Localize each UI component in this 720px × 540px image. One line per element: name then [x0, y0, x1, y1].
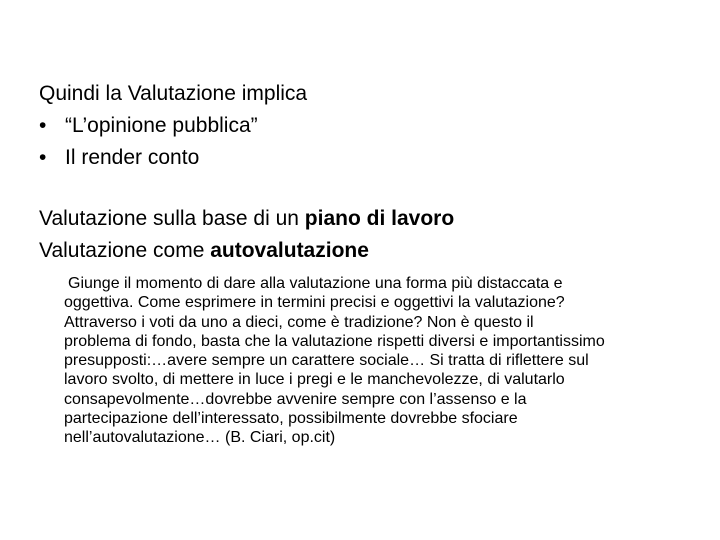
quote-line: presupposti:…avere sempre un carattere sociale… Si tratta di riflettere sul [64, 352, 589, 370]
quote-line: problema di fondo, basta che la valutazione rispetti diversi e importantissimo [64, 332, 605, 350]
intro-heading: Quindi la Valutazione implica [39, 82, 308, 105]
quote-line: oggettiva. Come esprimere in termini precisi e oggettivi la valutazione? [64, 294, 565, 312]
quote-line: Attraverso i voti da uno a dieci, come è tradizione? Non è questo il [64, 313, 534, 331]
line-prefix: Valutazione sulla base di un [39, 207, 305, 230]
quote-line: consapevolmente…dovrebbe avvenire sempre con l’assenso e la [64, 390, 527, 408]
valutazione-line-autovalutazione [39, 235, 699, 267]
quote-line: lavoro svolto, di mettere in luce i pregi e le manchevolezze, di valutarlo [64, 371, 565, 389]
intro-block [39, 78, 679, 174]
bullet-item-opinione [39, 110, 679, 142]
quote-line: nell’autovalutazione… (B. Ciari, op.cit) [64, 429, 336, 447]
bullet-icon: • [39, 114, 47, 137]
bullet-text: “L’opinione pubblica” [65, 114, 258, 137]
line-prefix: Valutazione come [39, 239, 211, 262]
line-emphasis: piano di lavoro [304, 207, 455, 230]
bullet-icon: • [39, 146, 47, 169]
bullet-text: Il render conto [65, 146, 200, 169]
quote-paragraph [64, 274, 694, 448]
bullet-item-render-conto [39, 142, 679, 174]
line-emphasis: autovalutazione [210, 239, 369, 262]
valutazione-block [39, 203, 699, 267]
quote-line: Giunge il momento di dare alla valutazione una forma più distaccata e [68, 275, 563, 292]
quote-line: partecipazione dell’interessato, possibilmente dovrebbe sfociare [64, 410, 518, 428]
valutazione-line-piano [39, 203, 699, 235]
